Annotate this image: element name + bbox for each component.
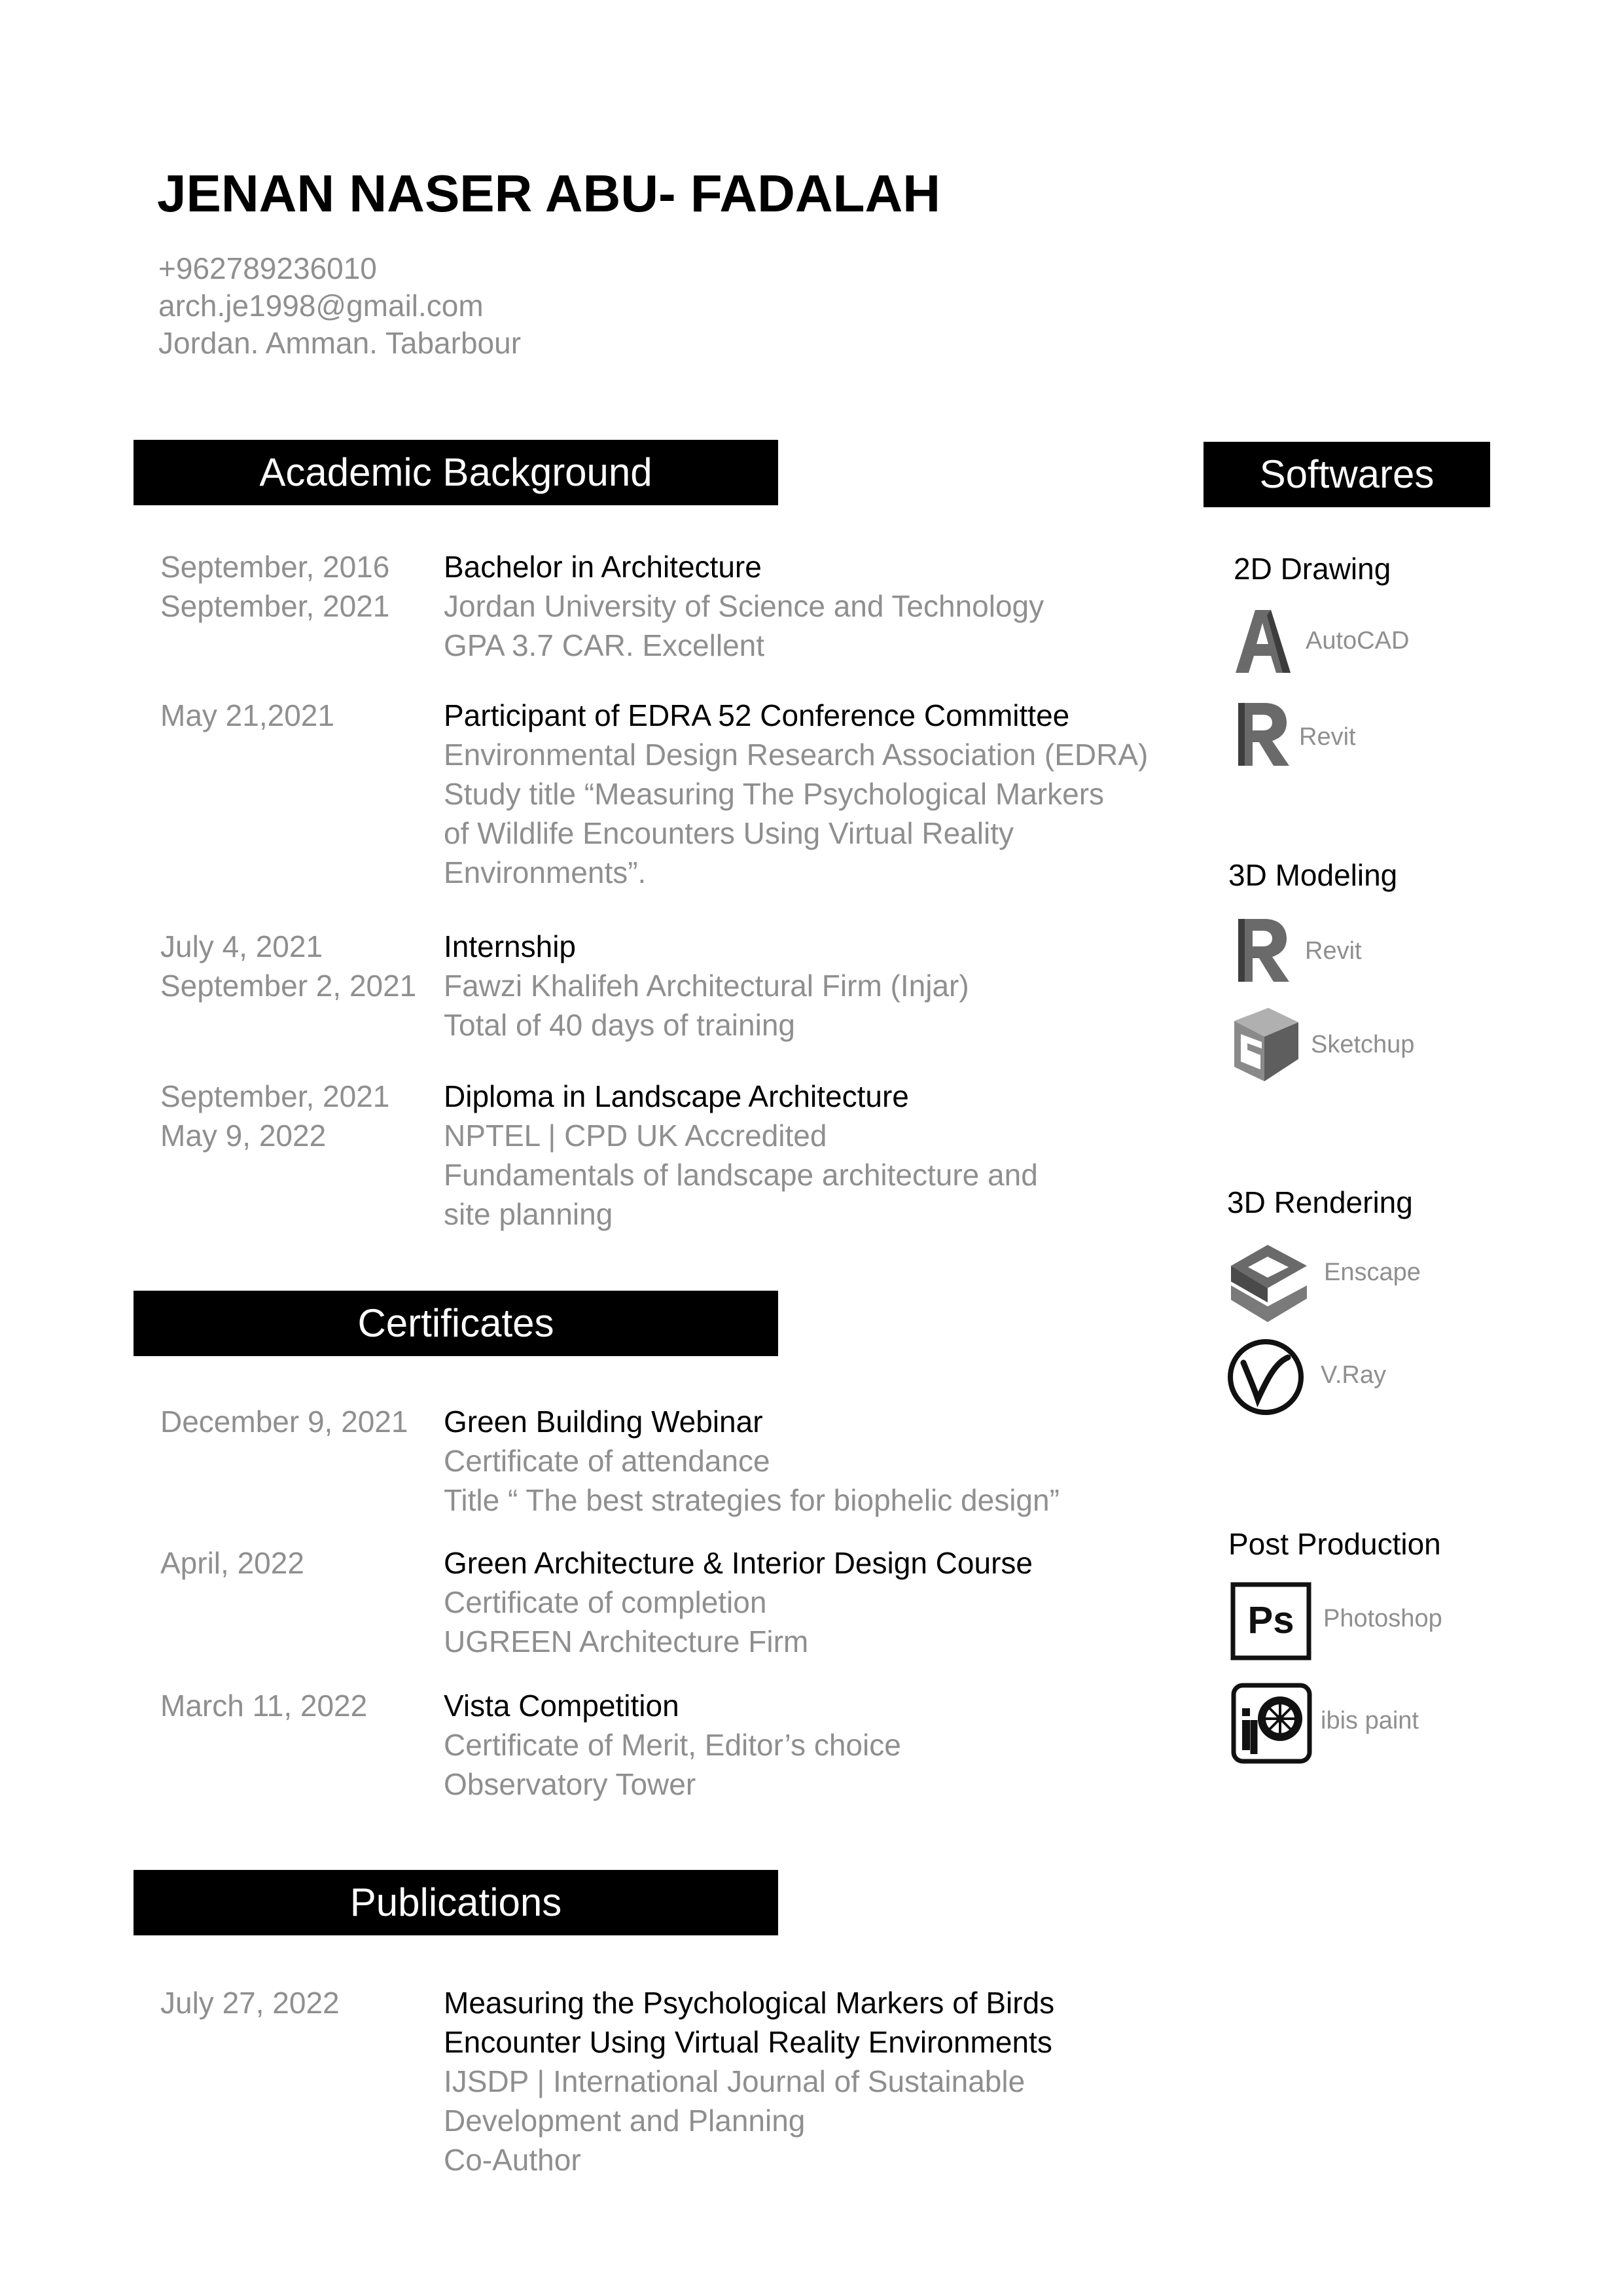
entry-detail: Fundamentals of landscape architecture and (444, 1158, 1038, 1192)
software-label: AutoCAD (1306, 627, 1410, 655)
phone-number: +962789236010 (158, 251, 377, 285)
email-address: arch.je1998@gmail.com (158, 289, 484, 323)
software-label: Revit (1299, 723, 1356, 751)
entry-title: Bachelor in Architecture (444, 550, 762, 584)
entry-detail: Observatory Tower (444, 1767, 696, 1801)
enscape-icon (1226, 1242, 1311, 1325)
entry-detail: GPA 3.7 CAR. Excellent (444, 628, 765, 662)
certificates-heading: Certificates (134, 1291, 778, 1356)
entry-detail: Co-Author (444, 2143, 581, 2177)
entry-title: Diploma in Landscape Architecture (444, 1079, 909, 1113)
entry-detail: Jordan University of Science and Technology (444, 589, 1044, 623)
entry-title: Participant of EDRA 52 Conference Committee (444, 698, 1070, 732)
vray-icon (1225, 1336, 1306, 1418)
contact-info (158, 250, 521, 362)
entry-date: March 11, 2022 (160, 1689, 368, 1723)
entry-detail: Study title “Measuring The Psychological Markers (444, 777, 1105, 811)
software-label: ibis paint (1321, 1707, 1419, 1734)
entry-detail: IJSDP | International Journal of Sustainable (444, 2064, 1026, 2098)
entry-date: December 9, 2021 (160, 1405, 408, 1439)
entry-title: Vista Competition (444, 1689, 679, 1723)
category-3d-modeling: 3D Modeling (1228, 858, 1398, 892)
entry-title: Measuring the Psychological Markers of Birds (444, 1986, 1055, 2020)
entry-detail: UGREEN Architecture Firm (444, 1624, 809, 1659)
entry-date: July 27, 2022 (160, 1986, 340, 2020)
ibis-paint-icon (1230, 1682, 1313, 1765)
category-3d-rendering: 3D Rendering (1227, 1185, 1413, 1219)
entry-body (444, 696, 1347, 892)
publications-heading: Publications (134, 1870, 778, 1935)
svg-text:Ps: Ps (1247, 1599, 1294, 1641)
entry-detail: Total of 40 days of training (444, 1008, 795, 1042)
software-label: Sketchup (1311, 1031, 1415, 1058)
entry-body (444, 1686, 1347, 1804)
entry-detail: Environmental Design Research Association (EDRA) (444, 738, 1149, 772)
entry-title: Green Architecture & Interior Design Course (444, 1546, 1033, 1580)
entry-detail: of Wildlife Encounters Using Virtual Reality (444, 816, 1014, 850)
entry-date: May 21,2021 (160, 698, 334, 732)
sketchup-icon (1228, 1005, 1301, 1084)
entry-title: Internship (444, 929, 577, 963)
entry-detail: Certificate of attendance (444, 1444, 770, 1478)
entry-body (444, 1543, 1347, 1661)
entry-date: September, 2016 September, 2021 (160, 550, 390, 623)
entry-detail: Title “ The best strategies for biophelic design” (444, 1483, 1060, 1517)
entry-detail: Environments”. (444, 855, 647, 889)
photoshop-icon (1230, 1582, 1311, 1660)
entry-detail: Certificate of Merit, Editor’s choice (444, 1728, 901, 1762)
person-name: JENAN NASER ABU- FADALAH (157, 164, 941, 223)
entry-detail: NPTEL | CPD UK Accredited (444, 1119, 827, 1153)
entry-title: Green Building Webinar (444, 1405, 763, 1439)
entry-body (444, 1077, 1347, 1234)
entry-date: September, 2021 May 9, 2022 (160, 1079, 390, 1153)
software-label: Photoshop (1323, 1605, 1442, 1632)
entry-body (444, 927, 1347, 1045)
software-label: V.Ray (1321, 1361, 1386, 1389)
location: Jordan. Amman. Tabarbour (158, 326, 522, 360)
autocad-icon (1230, 607, 1293, 675)
entry-detail: site planning (444, 1197, 613, 1231)
entry-body (444, 1402, 1347, 1520)
entry-detail: Fawzi Khalifeh Architectural Firm (Injar) (444, 969, 969, 1003)
softwares-heading: Softwares (1204, 442, 1490, 507)
entry-body (444, 547, 1347, 665)
entry-date: July 4, 2021 September 2, 2021 (160, 929, 417, 1003)
software-label: Revit (1305, 937, 1362, 965)
category-post-production: Post Production (1228, 1527, 1441, 1561)
entry-detail: Certificate of completion (444, 1585, 767, 1619)
category-2d-drawing: 2D Drawing (1234, 552, 1391, 586)
software-label: Enscape (1324, 1259, 1421, 1286)
entry-title: Encounter Using Virtual Reality Environments (444, 2025, 1052, 2059)
revit-icon (1234, 700, 1291, 768)
entry-date: April, 2022 (160, 1546, 304, 1580)
entry-body (444, 1983, 1347, 2179)
academic-background-heading: Academic Background (134, 440, 778, 505)
revit-icon (1234, 916, 1291, 984)
entry-detail: Development and Planning (444, 2104, 806, 2138)
